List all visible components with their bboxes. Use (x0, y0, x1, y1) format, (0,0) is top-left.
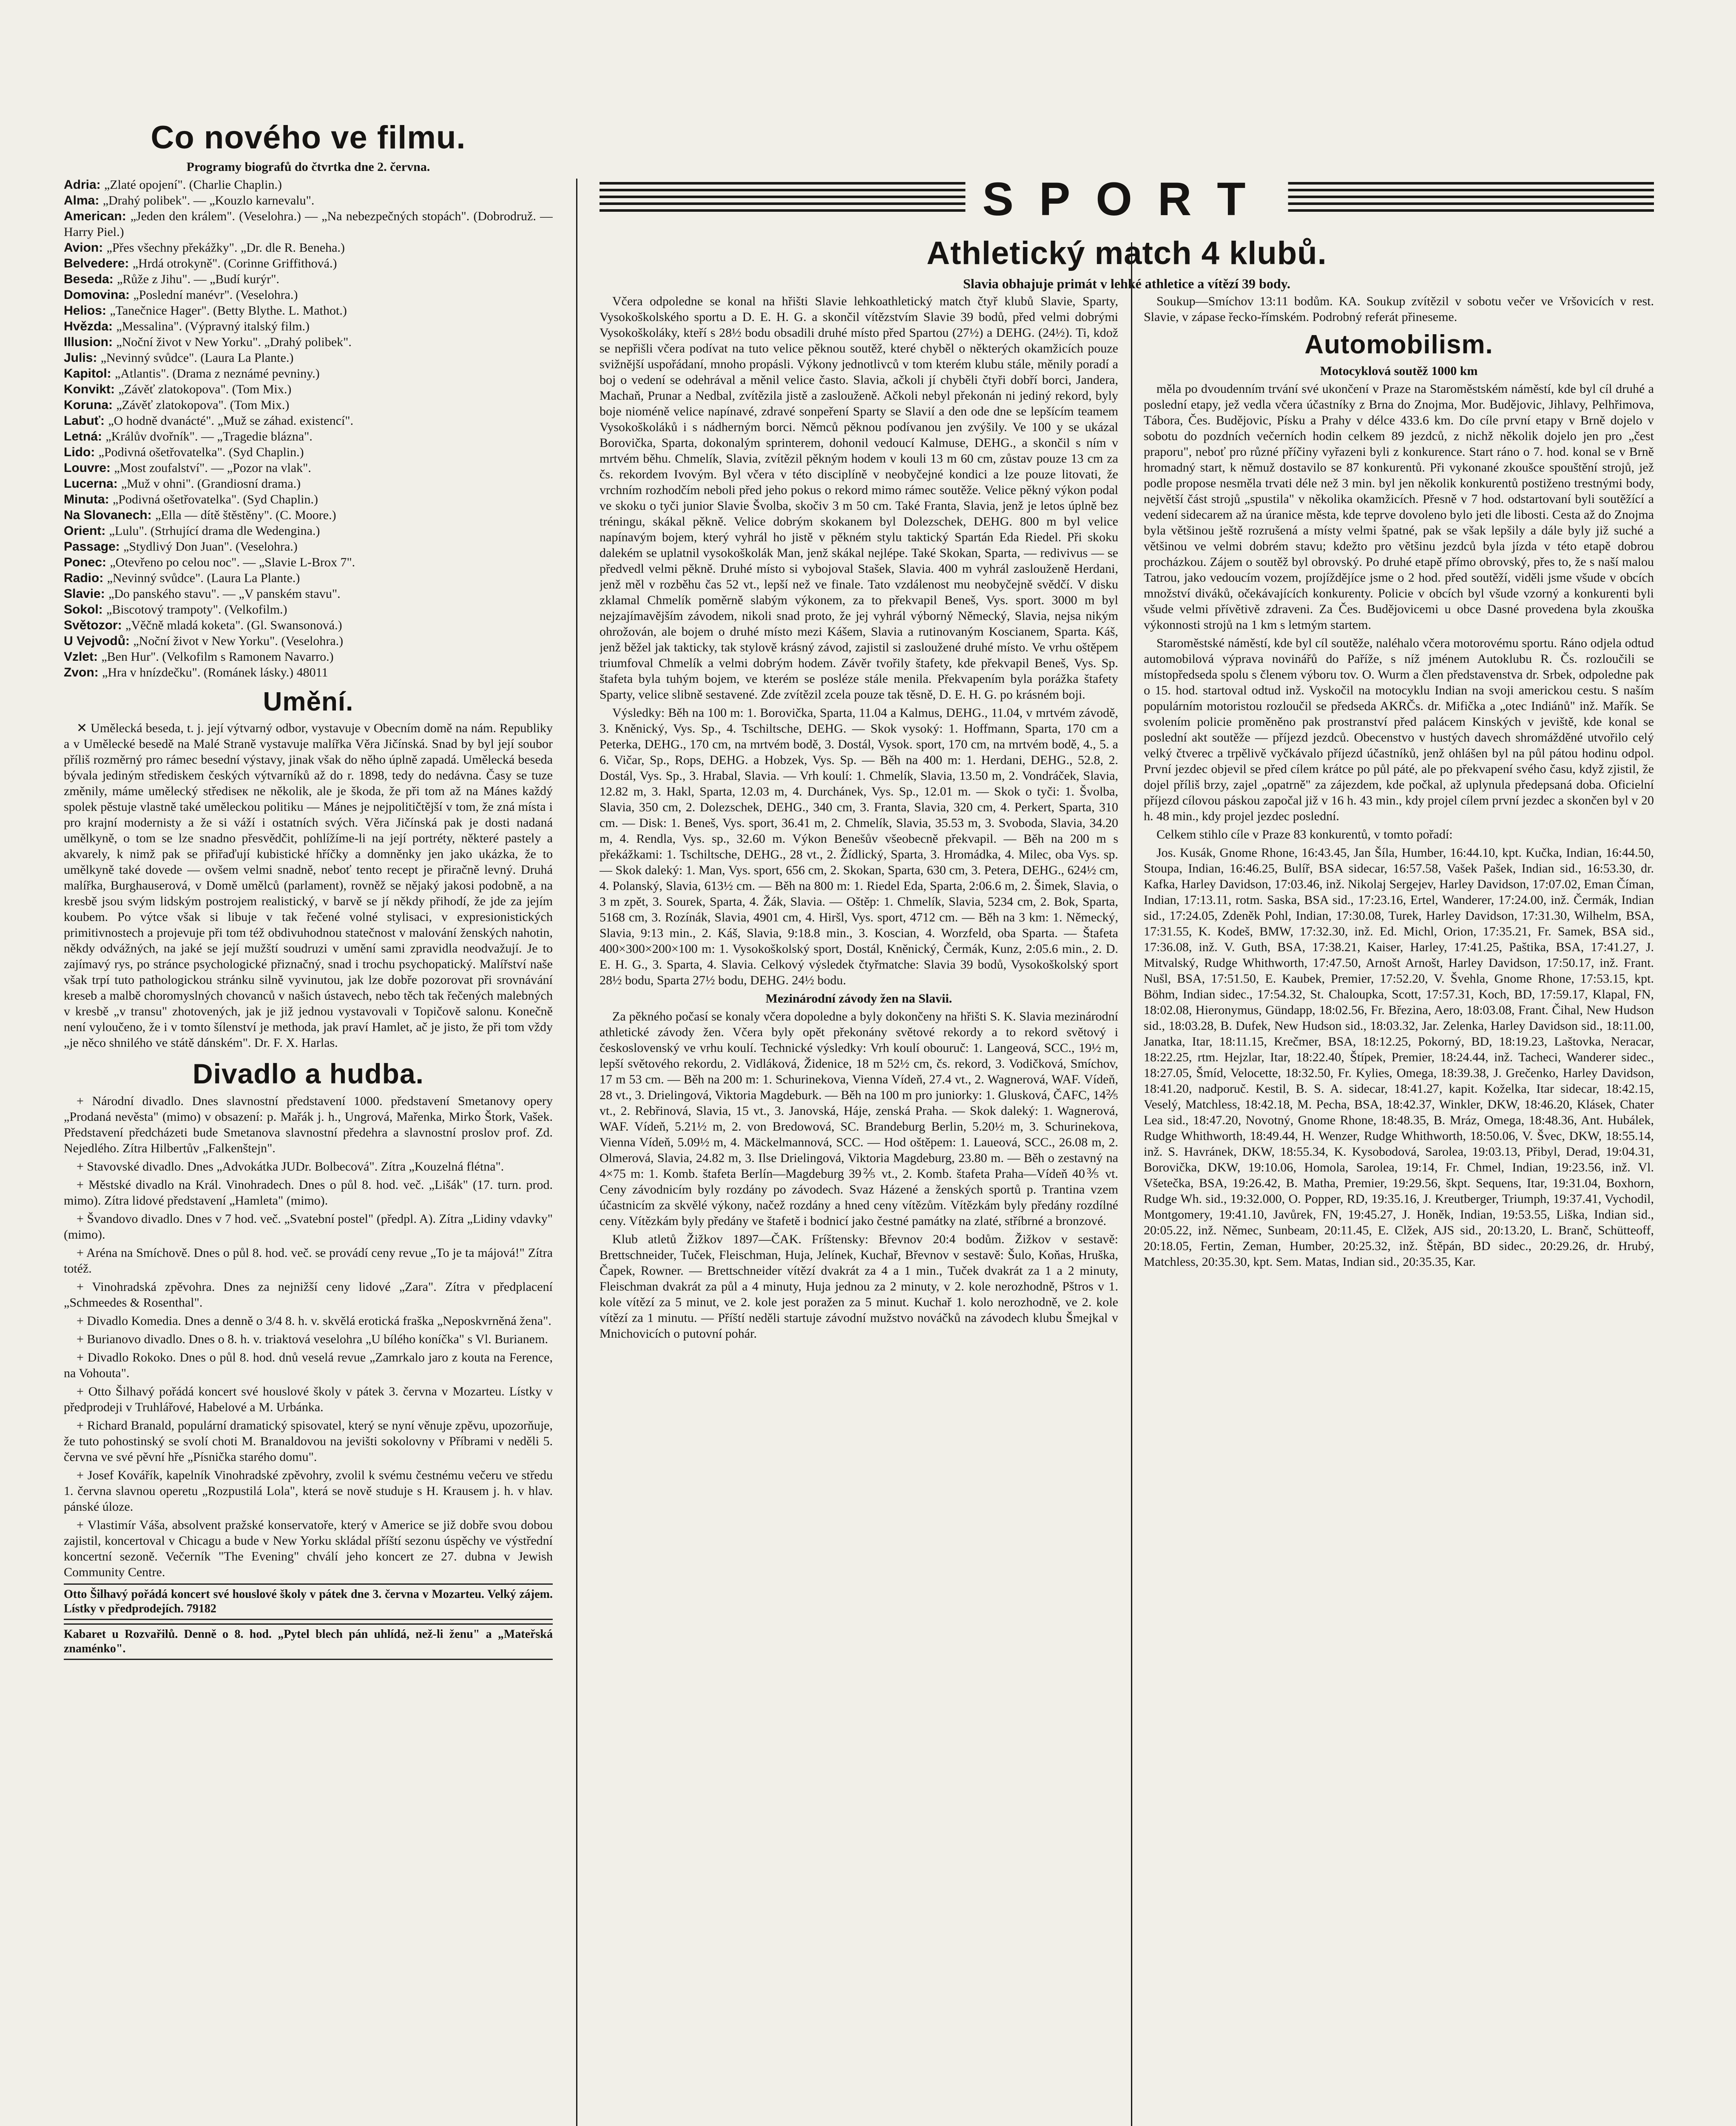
movie-program-item (64, 287, 553, 303)
movie-program-item (64, 523, 553, 539)
movie-program-item (64, 665, 553, 680)
column-divider (576, 179, 577, 2126)
venue-name: Lucerna: (64, 477, 122, 491)
venue-name: Zvon: (64, 665, 102, 679)
program-text: „Hra v hnízdečku". (Románek lásky.) 48011 (102, 665, 328, 679)
athletic-article: Včera odpoledne se konal na hřišti Slavie lehkoathletický match čtyř klubů Slavie, Sparty, Vysokoškolského sportu a D. E. H. G. a skončil vítězstvím Slavie 39 bodů, před velmi dobrými Vysokoškoláky, kteří s 28½ bodu obsadili druhé místo před Spartou (27½) a DEHG. (24½). Ti, kdož se nepřišli včera podívat na tuto velice pěknou soutěž, které chyběl o některých okamžicích pouze svižnější uspořádaní, mnoho propásli. Výkony jednotlivců v tom kterém klubu stále, měnily poradí a boj o vedení se odehrával a měnil velice často. Slavia, ačkoli jí chyběli čtyři dobří borci, Jandera, Machaň, Prunar a Nedbal, zvítězila jistě a zaslouženě. Ačkoli nebyl překonán ni jediný rekord, byly boje nioméně velice napínavé, zdravé sonpeření Sparty se Slavií a den ode dne se lepšícím teamem Vysokoškoláků i s nádherným borci. Němců pěknou podívanou jen zvýšily. Ve 100 y se ukázal Borovička, Sparta, dokonalým sprinterem, dohonil vedoucí Kalmuse, DEHG., a skončil s ním v mrtvém běhu. Chmelík, Slavia, zvítězil pěkným hodem v kouli 13 m 60 cm, zůstav pouze 13 cm za čs. rekordem Ivovým. Byl včera v této disciplíně v neobyčejné kondici a lze pouze litovati, že vrchním rozhodčím neboli před jeho pokus o rekord mimo rámec soutěže. Velice pěkný výkon podal ve skoku o tyči junior Slavie Švolba, skočiv 3 m 50 cm. Také Franta, Slavia, jenž je letos úplně bez tréningu, skákal pěkně. Velice dobrým skokanem byl Dolezschek, DEHG. 800 m byl velice napínavým bojem, který vyhrál ho jistě v pěkném stylu taktický Spartán Eda Riedel. Při skoku dalekém se uplatnil vysokoškolák Man, jenž skákal nejlépe. Také Skokan, Sparta, — redivivus — se předvedl velmi pěkně. Druhé místo si vybojoval Stašek, Slavia. 400 m vyhrál zaslouženě Herdani, jenž měl v rozběhu čas 52 vt., lepší než ve finale. Tato vzdálenost mu neobyčejně svědčí. V disku zklamal Chmelík poměrně slabým výkonem, za to překvapil Beneš, Vys. sport. 3000 m byl nejzajímavějším závodem, nikoli snad proto, že jej vyhrál výborný Německý, Slavia, nejsa nikým ohrožován, ale bojem o druhé místo mezi Kášem, Slavia a rutinovaným Koscianem, Sparta. Káš, jenž běžel jak takticky, tak stylově krásný závod, zajistil si zasloužené druhé místo. Ve vrhu oštěpem triumfoval Chmelík a velmi dobrým hodem. Závěr tvořily štafety, kde překvapil Beneš, Vys. Sp. štafeta byla tuhým bojem, ve kterém se posléze stále menila. Překvapením byla porážka štafety Sparty, velice slibně sestavené. Zde zvítězil zcela pouze tak těsně, D. E. H. G. po krásném boji. (600, 294, 1118, 702)
newspaper-page (64, 119, 1654, 2126)
venue-name: Letná: (64, 429, 106, 443)
venue-name: Na Slovanech: (64, 508, 156, 522)
movie-program-item (64, 334, 553, 350)
venue-name: Adria: (64, 178, 105, 192)
theater-item: + Vinohradská zpěvohra. Dnes za nejnižší ceny lidové „Zara". Zítra v předplacení „Schmeedes & Rosenthal". (64, 1280, 553, 1310)
program-text: „Ben Hur". (Velkofilm s Ramonem Navarro.) (101, 650, 334, 664)
movie-program-item (64, 586, 553, 602)
movie-program-item (64, 240, 553, 256)
venue-name: Passage: (64, 540, 124, 554)
theater-heading: Divadlo a hudba. (192, 1058, 424, 1089)
venue-name: Minuta: (64, 492, 113, 506)
theater-item: + Divadlo Komedia. Dnes a denně o 3/4 8. h. v. skvělá erotická fraška „Neposkvrněná žena". (77, 1314, 551, 1328)
venue-name: Julis: (64, 351, 101, 365)
program-text: „Do panského stavu". — „V panském stavu". (108, 587, 341, 601)
program-text: „Podivná ošetřovatelka". (Syd Chaplin.) (112, 492, 318, 506)
venue-name: Konvikt: (64, 382, 119, 396)
program-text: „Podivná ošetřovatelka". (Syd Chaplin.) (98, 445, 304, 459)
venue-name: U Vejvodů: (64, 634, 134, 648)
women-heading: Mezinárodní závody žen na Slavii. (765, 992, 952, 1006)
auto-paragraph: měla po dvoudenním trvání své ukončení v Praze na Staroměstském náměstí, kde byl cíl druhé a poslední etapy, jež vedla včera účastníky z Brna do Znojma, Mor. Budějovic, Jihlavy, Pelhřimova, Tábora, Čes. Budějovic, Písku a Prahy v délce 433.6 km. Do cíle první etapy v Brně dojelo v sobotu do pozdních večerních hodin celkem 89 jezdců, z nichž několik dojelo jen pro „čest praporu", neboť pro různé příčiny vyřazeni byli z konkurence. Start ráno o 7. hod. konal se v Brně hromadný start, k němuž dostavilo se 87 konkurentů. Při vykonané zkoušce spouštění strojů, jež podle propose nesměla trvati déle než 3 min. byl jen několik konkurentů postiženo trestnými body, největší část strojů „spustila" v několika okamžicích. Přesně v 7 hod. odstartovaní byli soutěžící a vedení sidecarem až na úranice města, kde teprve dovoleno bylo jeti dle libosti. Cesta až do Znojma byla většinou ještě rozrušená a místy velmi špatné, pak se však lepšily a dále byly již suché a většinou ve velmi dobrém stavu; kdežto pro většinu jezdců byla jízda v této etapě dobrou procházkou. Zájem o soutěž byl obrovský. Po druhé etapě přímo obrovský, přes to, že s naší malou Tatrou, jako vedoucím vozem, projíždějíce jsme o 2 hod. před soutěží, viděli jsme všude v obcích množství diváků, očekávajících konkurenty. Policie v obcích byl všude vzorný a konkurenti byli všude velmi přívětivě zdraveni. Za Čes. Budějovicemi u obce Dasné provedena byla zkouška výkonnosti strojů na 1 km s letmým startem. (1144, 382, 1654, 632)
program-text: „Růže z Jihu". — „Budí kurýr". (117, 272, 279, 286)
venue-name: American: (64, 209, 131, 223)
cabaret-ad: Kabaret u Rozvařilů. Denně o 8. hod. „Pytel blech pán uhlídá, než-li ženu" a „Mateřská znaménko". (64, 1623, 553, 1660)
movie-program-item (64, 460, 553, 476)
program-text: „Messalina". (Výpravný italský film.) (116, 319, 310, 333)
movie-program-item (64, 350, 553, 366)
theater-item: + Vlastimír Váša, absolvent pražské konservatoře, který v Americe se již dobře svou dobou zajistil, koncertoval v Chicagu a bude v New Yorku skládal příští sezonu úspěchy ve výstřední koncertní sezoně. Večerník "The Evening" chválí jeho koncert ze 27. dubna v Jewish Community Centre. (64, 1518, 553, 1579)
venue-name: Belvedere: (64, 256, 133, 270)
sport-title: SPORT (966, 172, 1288, 227)
column-divider (1131, 242, 1132, 2126)
women-article: Za pěkného počasí se konaly včera dopoledne a byly dokončeny na hřišti S. K. Slavia mezinárodní athletické závody žen. Včera byly opět překonány světové rekordy a to rekord světový i československý ve vrhu koulí. Technické výsledky: Vrh koulí obouruč: 1. Langeová, SCC., 19½ m, lepší světového rekordu, 2. Vidláková, Židenice, 18 m 52½ cm, čs. rekord, 3. Vodičková, Smíchov, 17 m 53 cm. — Běh na 200 m: 1. Schurinekova, Vienna Vídeň, 27.4 vt., 2. Wagnerová, WAF. Vídeň, 28 vt., 3. Drielingová, Viktoria Magdeburk. — Běh na 100 m pro juniorky: 1. Glusková, ČAFC, 14⅖ vt., 2. Rebřinová, Slavia, 15 vt., 3. Janovská, Háje, zenská Praha. — Skok daleký: 1. Wagnerová, WAF. Vídeň, 5.21½ m, 2. von Bredowová, SC. Brandeburg Berlin, 5.20½ m, 3. Schurinekova, Vienna Vídeň, 5.09½ m, 4. Mäckelmannová, SCC. — Hod oštěpem: 1. Laueová, SCC., 26.08 m, 2. Olmerová, Slavia, 24.82 m, 3. Ilse Drielingová, Viktoria Magdeburg, 23.80 m. — Běh o zestavný na 4×75 m: 1. Komb. štafeta Berlín—Magdeburg 39⅖ vt., 2. Komb. štafeta Praha—Vídeň 40⅗ vt. Ceny závodnicím byly rozdány po závodech. Svaz Házené a ženských sportů p. Trantina vzem účastnicím za skvělé výkony, načež rozdány a hned ceny vítězům. Vítězkám byly předány rozdílné ceny. Vítězkám byly předány ve štafetě i bodnicí jako čestné památky na zlaté, stříbrné a bronzové. (600, 1009, 1118, 1228)
venue-name: Hvězda: (64, 319, 116, 333)
movie-program-item (64, 429, 553, 444)
program-text: „Noční život v New Yorku". „Drahý polibek". (116, 335, 352, 349)
athletic-subheadline: Slavia obhajuje primát v lehké athletice a vítězí 39 body. (963, 276, 1290, 291)
program-text: „Poslední manévr". (Veselohra.) (133, 288, 298, 302)
venue-name: Helios: (64, 304, 110, 318)
auto-subheading: Motocyklová soutěž 1000 km (1320, 364, 1478, 378)
program-text: „Otevřeno po celou noc". — „Slavie L-Brox 7". (110, 555, 355, 569)
auto-paragraph: Jos. Kusák, Gnome Rhone, 16:43.45, Jan Šíla, Humber, 16:44.10, kpt. Kučka, Indian, 16:44.50, Stoupa, Indian, 16:46.25, Bulíř, BSA sidecar, 16:57.58, Vašek Pašek, Indian sid., 16:53.30, dr. Kafka, Harley Davidson, 17:03.46, inž. Nikolaj Sergejev, Harley Davidson, 17:07.02, Eman Číman, Indian, 17:13.11, rotm. Saska, BSA sid., 17:23.16, Ertel, Wanderer, 17:24.00, inž. Čermák, Indian sid., 17:24.05, Zdeněk Pohl, Indian, 17:30.08, Turek, Harley Davidson, 17:31.30, Wilhelm, BSA, 17:31.55, K. Kodeš, BMW, 17:32.30, inž. Ed. Michl, Orion, 17:35.21, Fr. Samek, BSA sid., 17:36.08, inž. V. Guth, BSA, 17:38.21, Kaiser, Harley, 17:41.25, Paštika, BSA, 17:41.27, J. Mitvalský, Rudge Whithworth, 17:47.50, Arnošt Arnošt, Harley Davidson, 17:50.17, inž. Frant. Nušl, BSA, 17:51.50, E. Kaubek, Premier, 17:52.20, V. Švehla, Gnome Rhone, 17:53.15, kpt. Böhm, Indian sidec., 17:54.32, St. Chaloupka, Scott, 17:57.31, Koch, BD, 17:59.17, Klapal, FN, 18:02.08, Hieronymus, Gündapp, 18:02.56, Fr. Březina, Aero, 18:03.08, Frant. Čihal, New Hudson sid., 18:03.28, B. Dufek, New Hudson sid., 18:03.32, Jar. Zelenka, Harley Davidson sid., 18:11.00, Janatka, Itar, 18:11.15, Krečmer, BSA, 18:12.25, Pokorný, BD, 18:19.23, Laštovka, Neracar, 18:22.25, rtm. Hejzlar, Itar, 18:22.40, Štípek, Premier, 18:24.44, inž. Tacheci, Wanderer sidec., 18:27.05, Šmíd, Velocette, 18:32.50, Fr. Kylies, Omega, 18:39.38, J. Grečenko, Harley Davidson, 18:41.20, nadporuč. Kestil, B. S. A. sidecar, 18:41.27, kapit. Koželka, Itar sidecar, 18:42.15, Veselý, Matchless, 18:42.18, M. Pecha, BSA, 18:42.37, Winkler, DKW, 18:46.20, Klásek, Chater Lea sid., 18:47.20, Novotný, Gnome Rhone, 18:48.35, B. Mráz, Omega, 18:48.36, Ant. Hubálek, Rudge Whithworth, 18:49.44, H. Wenzer, Rudge Whithworth, 18:50.06, V. Švec, DKW, 18:55.14, inž. S. Havránek, DKW, 18:55.34, K. Kysobodová, Sarolea, 19:03.13, Přibyl, Derad, 19:04.31, Borovička, DKW, 19:10.06, Homola, Sarolea, 19:14, Fr. Chmel, Indian, 19:23.56, inž. Vl. Všetečka, BSA, 19:26.42, B. Matha, Premier, 19:29.56, škpt. Sequens, Itar, 19:31.04, Boxhorn, Rudge Wh. sid., 19:32.000, O. Popper, RD, 19:35.16, J. Kreutberger, Triumph, 19:37.41, Vychodil, Montgomery, 19:41.10, Javůrek, FN, 19:45.27, J. Honěk, Indian, 19:53.55, Liška, Indian sid., 20:05.22, inž. Němec, Sunbeam, 20:11.45, E. Clžek, AJS sid., 20:13.20, L. Branč, Schütteoff, 20:18.05, Fertin, Zeman, Humber, 20:25.32, inž. Štěpán, BD sidec., 20:29.26, dr. Hrubý, Matchless, 20:35.30, kpt. Sem. Matas, Indian sid., 20:35.35, Kar. (1144, 846, 1654, 1269)
movie-program-item (64, 208, 553, 240)
movie-program-item (64, 602, 553, 617)
venue-name: Avion: (64, 241, 107, 255)
auto-paragraph: Celkem stihlo cíle v Praze 83 konkurentů, v tomto pořadí: (1156, 827, 1453, 841)
program-text: „Atlantis". (Drama z neznámé pevniny.) (115, 367, 320, 381)
movie-program-item (64, 476, 553, 492)
program-text: „Muž v ohni". (Grandiosní drama.) (121, 477, 301, 491)
program-text: „Přes všechny překážky". „Dr. dle R. Beneha.) (106, 241, 345, 255)
program-text: „Závěť zlatokopova". (Tom Mix.) (118, 382, 292, 396)
venue-name: Koruna: (64, 398, 116, 412)
theater-item: + Aréna na Smíchově. Dnes o půl 8. hod. več. se provádí ceny revue „To je ta májová!" Zítra totéž. (64, 1246, 553, 1276)
movie-program-item (64, 366, 553, 381)
movie-program-item (64, 413, 553, 429)
soukup-article: Soukup—Smíchov 13:11 bodům. KA. Soukup zvítězil v sobotu večer ve Vršovicích v rest. Slavie, v zápase řecko-římském. Podrobný referát přineseme. (1144, 294, 1654, 324)
program-text: „Závěť zlatokopova". (Tom Mix.) (116, 398, 290, 412)
venue-name: Ponec: (64, 555, 110, 569)
program-text: „Most zoufalství". — „Pozor na vlak". (114, 461, 311, 475)
athletic-headline: Athletický match 4 klubů. (926, 235, 1327, 271)
movie-program-item (64, 444, 553, 460)
column-sport-athletics (600, 242, 1118, 2126)
program-text: „Tanečnice Hager". (Betty Blythe. L. Mathot.) (110, 304, 347, 318)
program-text: „Jeden den králem". (Veselohra.) — „Na nebezpečných stopách". (Dobrodruž. — Harry Piel.) (64, 209, 553, 239)
theater-item: + Švandovo divadlo. Dnes v 7 hod. več. „Svatební postel" (předpl. A). Zítra „Lidiny vdavky" (mimo). (64, 1212, 553, 1242)
theater-item: + Otto Šilhavý pořádá koncert své houslové školy v pátek 3. června v Mozarteu. Lístky v předprodeji v Truhlářové, Habelové a M. Urbánka. (64, 1384, 553, 1414)
venue-name: Illusion: (64, 335, 116, 349)
movie-program-item (64, 554, 553, 570)
venue-name: Orient: (64, 524, 109, 538)
movie-program-item (64, 303, 553, 318)
sport-banner (600, 166, 1654, 234)
athletic-results: Výsledky: Běh na 100 m: 1. Borovička, Sparta, 11.04 a Kalmus, DEHG., 11.04, v mrtvém závodě, 3. Kněnický, Vys. Sp., 4. Tschiltsche, DEHG. — Skok vysoký: 1. Hoffmann, Sparta, 170 cm a Peterka, DEHG., 170 cm, na mrtvém bodě, 3. Dostál, Vysok. sport, 170 cm, na mrtvém bodě, 4., 5. a 6. Vičar, Sp., Rops, DEHG. a Hobzek, Vys. Sp. — Běh na 400 m: 1. Herdani, DEHG., 52.8, 2. Dostál, Vys. Sp., 3. Hrabal, Slavia. — Vrh koulí: 1. Chmelík, Slavia, 13.50 m, 2. Vondráček, Slavia, 12.82 m, 3. Hakl, Sparta, 12.03 m, 4. Durchánek, Vys. Sp., 12.01 m. — Skok o tyči: 1. Švolba, Slavia, 350 cm, 2. Dolezschek, DEHG., 340 cm, 3. Franta, Slavia, 320 cm, 4. Perkert, Sparta, 310 cm. — Disk: 1. Beneš, Vys. sport, 36.41 m, 2. Chmelík, Slavia, 35.53 m, 3. Svoboda, Slavia, 34.20 m, 4. Rendla, Vys. sp., 32.60 m. Výkon Benešův všeobecně překvapil. — Běh na 200 m s překážkami: 1. Tschiltsche, DEHG., 28 vt., 2. Žídlický, Sparta, 3. Hromádka, 4. Milec, oba Vys. sp. — Skok daleký: 1. Man, Vys. sport, 656 cm, 2. Skokan, Sparta, 630 cm, 3. Petera, DEHG., 624½ cm, 4. Polanský, Slavia, 613½ cm. — Běh na 800 m: 1. Riedel Eda, Sparta, 2:06.6 m, 2. Šimek, Slavia, o 3 m zpět, 3. Sourek, Sparta, 4. Žák, Slavia. — Oštěp: 1. Chmelík, Slavia, 5234 cm, 2. Bok, Sparta, 5168 cm, 3. Rozínák, Slavia, 4901 cm, 4. Hiršl, Vys. sport, 4712 cm. — Běh na 3 km: 1. Německý, Slavia, 9:13 min., 2. Káš, Slavia, 9:18.8 min., 3. Koscian, 4. Worzfeld, oba Sparta. — Štafeta 400×300×200×100 m: 1. Vysokoškolský sport, Dostál, Kněnický, Čermák, Kunz, 2:05.6 min., 2. D. E. H. G., 3. Sparta, 4. Slavia. Celkový výsledek čtyřmatche: Slavia 39 bodů, Vysokoškolský sport 28½ bodu, Sparta 27½ bodu, DEHG. 24½ bodu. (600, 706, 1118, 987)
movie-program-item (64, 193, 553, 208)
movie-program-item (64, 633, 553, 649)
theater-item: + Stavovské divadlo. Dnes „Advokátka JUDr. Bolbecová". Zítra „Kouzelná flétna". (77, 1160, 504, 1174)
venue-name: Sokol: (64, 603, 107, 617)
auto-paragraph: Staroměstské náměstí, kde byl cíl soutěže, naléhalo včera motorovému sportu. Ráno odjela odtud automobilová výprava novinářů do Paříže, s níž jménem Autoklubu R. Čs. rozloučili se místopředseda spolu s členem výboru tov. O. Wurm a člen představenstva dr. Srbek, odpoledne pak o 15. hod. startoval odtud inž. Vyskočil na motocyklu Indian na svoji americkou cestu. S naším populárním motoristou rozloučil se předseda AKRČs. dr. Mifička a „otec Indiánů" inž. Mařík. Se svolením policie proměněno pak prostranství před palácem Kinských v jeviště, kde konal se poslední akt soutěže — příjezd jezdců. Obecenstvo v hustých davech shromážděné utvořilo celý velký čtverec a trpělivě vyčkávalo příjezd účastníků, jenž ohlášen byl na půl pátou hodinu odpol. První jezdec objevil se před cílem krátce po půl páté, ale po překvapení svého času, když zjistil, že dojel příliš brzy, zajel „opatrně" za zájezdem, kde počkal, až uplynula předepsaná doba. Oficielní příjezd cílovou páskou započal již v 16 h. 43 min., kdy projel cílem první jezdec a skončen byl v 20 h. 48 min., kdy projel jezdec poslední. (1144, 636, 1654, 823)
column-sport-auto (1144, 242, 1654, 2126)
theater-item: + Burianovo divadlo. Dnes o 8. h. v. triaktová veselohra „U bílého koníčka" s Vl. Burianem. (77, 1332, 548, 1346)
wrestling-article: Klub atletů Žižkov 1897—ČAK. Fríštensky: Břevnov 20:4 bodům. Žižkov v sestavě: Brettschneider, Tuček, Fleischman, Huja, Jelínek, Kuchař, Břevnov v sestavě: Šulo, Koňas, Hruška, Čapek, Rowner. — Brettschneider vítězí dvakrát za 4 a 1 min., Tuček dvakrát za 1 a 2 minuty, Fleischman dvakrát za půl a 4 minuty, Huja jednou za 2 minuty, v 2. kole nerozhodně, Pštros v 1. kole vítězí za 5 minut, ve 2. kole jest poražen za 5 minut. Kuchař 1. kolo nerozhodně, ve 2. kole vítězí za 1 minutu. — Příští neděli startuje závodní mužstvo nováčků na závodech klubu Šmejkal v Mnichovicích o putovní pohár. (600, 1232, 1118, 1341)
theater-item: + Richard Branald, populární dramatický spisovatel, který se nyní věnuje zpěvu, upozorňuje, že tuto pohostinský se svolí choti M. Branaldovou na jevišti sokolovny v Příbrami v neděli 5. června ve své pěvní hře „Písnička starého domu". (64, 1418, 553, 1464)
movie-program-item (64, 177, 553, 193)
venue-name: Beseda: (64, 272, 117, 286)
column-culture (64, 119, 553, 2126)
venue-name: Louvre: (64, 461, 114, 475)
movie-heading: Co nového ve filmu. (151, 119, 466, 156)
theater-item: + Josef Kovářík, kapelník Vinohradské zpěvohry, zvolil k svému čestnému večeru ve středu 1. června slavnou operetu „Rozpustilá Lola", která se nově studuje s H. Krausem j. h. v hlav. pánské úloze. (64, 1468, 553, 1514)
movie-program-item (64, 256, 553, 271)
movie-subheading: Programy biografů do čtvrtka dne 2. června. (186, 160, 430, 174)
program-text: „Ella — dítě štěstěny". (C. Moore.) (155, 508, 336, 522)
program-text: „Biscotový trampoty". (Velkofilm.) (106, 603, 287, 617)
movie-program-item (64, 397, 553, 413)
concert-ad: Otto Šilhavý pořádá koncert své houslové školy v pátek dne 3. června v Mozarteu. Velký zájem. Lístky v předprodejích. 79182 (64, 1583, 553, 1620)
movie-program-item (64, 492, 553, 507)
venue-name: Vzlet: (64, 650, 102, 664)
venue-name: Radio: (64, 571, 107, 585)
movie-program-item (64, 381, 553, 397)
art-article: ✕ Umělecká beseda, t. j. její výtvarný odbor, vystavuje v Obecním domě na nám. Republiky a v Umělecké besedě na Malé Straně vystavuje malířka Věra Jičínská. Snad by byl její soubor příliš rozměrný pro rámec besední výstavy, jinak však do něho úplně zapadá. Umělecká beseda bývala jediným střediskem českých výtvarníků až do r. 1898, tedy do nedávna. Časy se tuze změnily, máme umělecký střediseк ne několik, ale je škoda, že při tom až na Mánes každý spolek pěstuje vlastně také uměleckou politiku — Mánes je nejpolitičtější v tom, že zná místa i pro krajní modernisty a že si váží i ostatních svých. Věra Jičínská pak je dosti nadaná umělkyně, o tom se lze snadno přesvědčit, pohlížíme-li na její portréty, některé pastely a akvarely, k nimž pak se přiřaďují kubistické hříčky a domněnky jen jako ukázka, že to umělkyně také dovede — ovšem velmi snadně, neboť tento recept je přiračně levný. Druhá malířka, Burghauserová, v Domě umělců (parlament), rovněž se nějaký jakosi podobně, a na kresbě jsou svým lidským postrojem realistický, v barvě se jí někdy přihodí, že jde za jejím koubem. Po výtce však si libuje v tak řečené volné stylisaci, v expresionistických primitivnostech a projevuje při tom též obdivuhodnou statečnost v malování ženských nahotin, někdy odvážných, na jaké se její mužští soudruzi v umění sami zpravidla neodvažují. Je to zajímavý rys, po stránce psychologické přiznačný, snad i trochu psychopatický. Malířství naše však trpí tuto pathologickou stránku silně vyvinutou, jak lze dobře pozorovat při srovnávání kreseb a malbě choromyslných chovanců v našich ústavech, nebo těch tak řečených malebných v kresbě „v transu" zhotovených, jak je již jednou vystavovali v Topičově salonu. Konečně není vyloučeno, že i v tomto šílenství je methoda, jak praví Hamlet, ač je jisto, že při tom vždy „je něco shnilého ve státě dánském". Dr. F. X. Harlas. (64, 721, 553, 1050)
program-text: „Drahý polibek". — „Kouzlo karnevalu". (102, 193, 315, 207)
movie-program-item (64, 271, 553, 287)
program-text: „Noční život v New Yorku". (Veselohra.) (133, 634, 344, 648)
venue-name: Domovina: (64, 288, 134, 302)
theater-item: + Divadlo Rokoko. Dnes o půl 8. hod. dnů veselá revue „Zamrkalo jaro z kouta na Ference, na Vohouta". (64, 1350, 553, 1380)
auto-article (1144, 381, 1654, 1270)
program-text: „Lulu". (Strhující drama dle Wedengina.) (109, 524, 320, 538)
art-heading: Umění. (263, 687, 354, 716)
movie-program-list (64, 177, 553, 680)
program-text: „Zlaté opojení". (Charlie Chaplin.) (104, 178, 282, 192)
venue-name: Kapitol: (64, 367, 115, 381)
movie-program-item (64, 539, 553, 554)
venue-name: Lido: (64, 445, 99, 459)
program-text: „Věčně mladá koketa". (Gl. Swansonová.) (125, 618, 342, 632)
venue-name: Slavie: (64, 587, 109, 601)
movie-program-item (64, 570, 553, 586)
program-text: „Hrdá otrokyně". (Corinne Griffithová.) (132, 256, 337, 270)
program-text: „O hodně dvanácté". „Muž se záhad. existencí". (108, 414, 354, 428)
auto-heading: Automobilism. (1304, 330, 1493, 359)
venue-name: Alma: (64, 193, 103, 207)
venue-name: Labuť: (64, 414, 108, 428)
program-text: „Králův dvořník". — „Tragedie blázna". (105, 429, 313, 443)
theater-item: + Městské divadlo na Král. Vinohradech. Dnes o půl 8. hod. več. „Lišák" (17. turn. prod. mimo). Zítra lidové představení „Hamleta" (mimo). (64, 1178, 553, 1208)
movie-program-item (64, 318, 553, 334)
venue-name: Světozor: (64, 618, 126, 632)
theater-list (64, 1093, 553, 1580)
program-text: „Stydlivý Don Juan". (Veselohra.) (123, 540, 298, 554)
movie-program-item (64, 507, 553, 523)
movie-program-item (64, 617, 553, 633)
theater-item: + Národní divadlo. Dnes slavnostní představení 1000. představení Smetanovy opery „Prodaná nevěsta" (mimo) v obsazení: p. Mařák j. h., Ungrová, Mařenka, Mirko Štork, Vašek. Představení předcházeti bude Smetanova slavnostní předehra a slavnostní proslov prof. Zd. Nejedlého. Zítra Hilbertův „Falkenštejn". (64, 1094, 553, 1155)
movie-program-item (64, 649, 553, 665)
program-text: „Nevinný svůdce". (Laura La Plante.) (107, 571, 300, 585)
program-text: „Nevinný svůdce". (Laura La Plante.) (100, 351, 294, 365)
